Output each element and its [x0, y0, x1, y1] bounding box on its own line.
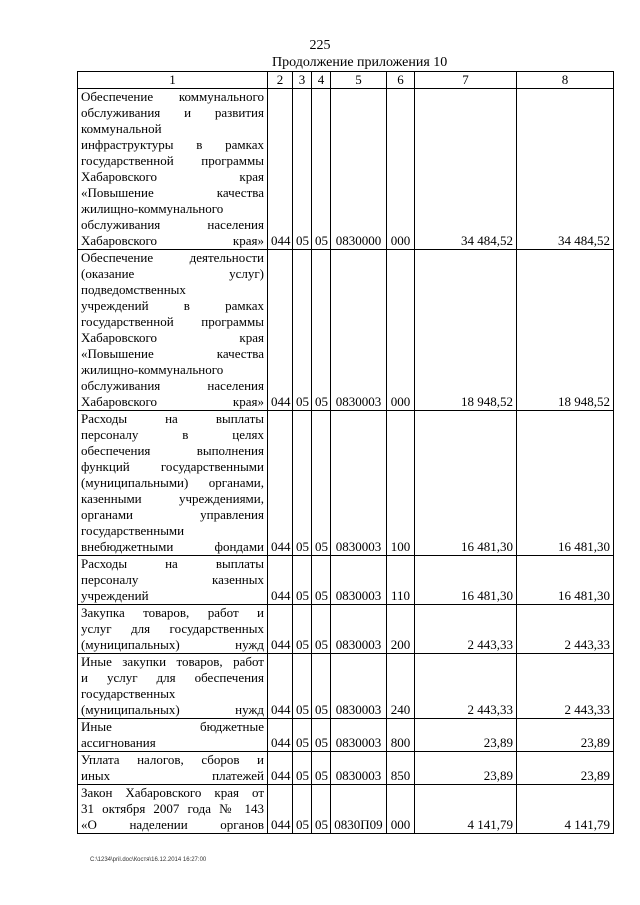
expense-type-cell: 100 [387, 411, 415, 556]
expense-type-cell: 240 [387, 654, 415, 719]
subsection-cell: 05 [312, 411, 331, 556]
subsection-cell: 05 [312, 654, 331, 719]
amount-cell: 23,89 [415, 752, 517, 785]
description-line: жилищно-коммунального [81, 362, 224, 377]
amount-total-cell: 4 141,79 [517, 785, 614, 834]
header-cell-2: 2 [268, 72, 293, 89]
description-line: Расходы на выплаты [81, 411, 264, 426]
subsection-cell: 05 [312, 752, 331, 785]
target-article-cell: 0830003 [331, 250, 387, 411]
section-cell: 05 [293, 411, 312, 556]
table-row [78, 89, 614, 250]
description-cell [78, 719, 268, 752]
section-cell: 05 [293, 250, 312, 411]
footer-path: C:\1234\pril.doc\Костя\16.12.2014 16:27:00 [90, 857, 207, 863]
description-line: органами управления [81, 507, 264, 522]
expense-type-cell: 000 [387, 785, 415, 834]
amount-cell: 4 141,79 [415, 785, 517, 834]
description-line: (муниципальных) нужд [81, 637, 264, 652]
description-line: обслуживания и развития [81, 105, 264, 120]
description-line: «Повышение качества [81, 185, 264, 200]
amount-cell: 34 484,52 [415, 89, 517, 250]
table-row [78, 411, 614, 556]
description-line: функций государственными [81, 459, 264, 474]
description-line: обслуживания населения [81, 217, 264, 232]
description-cell [78, 250, 268, 411]
description-line: Закон Хабаровского края от [81, 785, 264, 800]
amount-total-cell: 23,89 [517, 719, 614, 752]
header-cell-6: 6 [387, 72, 415, 89]
table-row [78, 556, 614, 605]
description-line: государственной программы [81, 153, 264, 168]
description-line: услуг для государственных [81, 621, 264, 636]
table-row [78, 605, 614, 654]
subsection-cell: 05 [312, 556, 331, 605]
section-cell: 05 [293, 785, 312, 834]
description-line: подведомственных [81, 282, 186, 297]
target-article-cell: 0830000 [331, 89, 387, 250]
target-article-cell: 0830003 [331, 411, 387, 556]
amount-cell: 16 481,30 [415, 411, 517, 556]
description-line: инфраструктуры в рамках [81, 137, 264, 152]
description-cell [78, 556, 268, 605]
description-line: внебюджетными фондами [81, 539, 264, 554]
admin-code-cell: 044 [268, 556, 293, 605]
description-line: и услуг для обеспечения [81, 670, 264, 685]
header-cell-8: 8 [517, 72, 614, 89]
description-line: Обеспечение коммунального [81, 89, 264, 104]
description-line: государственными [81, 523, 185, 538]
amount-total-cell: 2 443,33 [517, 654, 614, 719]
amount-total-cell: 16 481,30 [517, 556, 614, 605]
description-line: Хабаровского края» [81, 233, 264, 248]
description-line: Иные бюджетные [81, 719, 264, 734]
table-row [78, 250, 614, 411]
admin-code-cell: 044 [268, 89, 293, 250]
target-article-cell: 0830003 [331, 752, 387, 785]
subsection-cell: 05 [312, 719, 331, 752]
subsection-cell: 05 [312, 250, 331, 411]
amount-cell: 2 443,33 [415, 605, 517, 654]
header-cell-4: 4 [312, 72, 331, 89]
expense-type-cell: 110 [387, 556, 415, 605]
target-article-cell: 0830003 [331, 605, 387, 654]
description-line: обеспечения выполнения [81, 443, 264, 458]
section-cell: 05 [293, 605, 312, 654]
table-row [78, 752, 614, 785]
target-article-cell: 0830003 [331, 719, 387, 752]
table-row [78, 719, 614, 752]
admin-code-cell: 044 [268, 719, 293, 752]
description-line: персоналу казенных [81, 572, 264, 587]
admin-code-cell: 044 [268, 785, 293, 834]
page-number: 225 [309, 38, 331, 53]
amount-cell: 18 948,52 [415, 250, 517, 411]
section-cell: 05 [293, 719, 312, 752]
description-line: государственных [81, 686, 176, 701]
description-line: государственной программы [81, 314, 264, 329]
expense-type-cell: 000 [387, 250, 415, 411]
description-line: Хабаровского края [81, 169, 264, 184]
description-line: Закупка товаров, работ и [81, 605, 264, 620]
description-cell [78, 752, 268, 785]
description-line: «Повышение качества [81, 346, 264, 361]
amount-cell: 23,89 [415, 719, 517, 752]
table-row [78, 654, 614, 719]
expense-type-cell: 850 [387, 752, 415, 785]
admin-code-cell: 044 [268, 752, 293, 785]
section-cell: 05 [293, 654, 312, 719]
description-line: казенными учреждениями, [81, 491, 264, 506]
description-line: (муниципальных) нужд [81, 702, 264, 717]
description-cell [78, 411, 268, 556]
admin-code-cell: 044 [268, 605, 293, 654]
amount-total-cell: 34 484,52 [517, 89, 614, 250]
table-row [78, 785, 614, 834]
subsection-cell: 05 [312, 605, 331, 654]
description-cell [78, 89, 268, 250]
description-line: (муниципальными) органами, [81, 475, 264, 490]
section-cell: 05 [293, 752, 312, 785]
admin-code-cell: 044 [268, 411, 293, 556]
expense-type-cell: 200 [387, 605, 415, 654]
amount-total-cell: 16 481,30 [517, 411, 614, 556]
amount-total-cell: 2 443,33 [517, 605, 614, 654]
budget-table [77, 71, 614, 834]
header-cell-5: 5 [331, 72, 387, 89]
description-line: (оказание услуг) [81, 266, 264, 281]
description-cell [78, 785, 268, 834]
description-line: «О наделении органов [81, 817, 264, 832]
subsection-cell: 05 [312, 89, 331, 250]
description-line: ассигнования [81, 735, 156, 750]
description-line: Иные закупки товаров, работ [81, 654, 264, 669]
description-line: обслуживания населения [81, 378, 264, 393]
description-line: жилищно-коммунального [81, 201, 224, 216]
description-line: учреждений в рамках [81, 298, 264, 313]
description-line: коммунальной [81, 121, 162, 136]
subsection-cell: 05 [312, 785, 331, 834]
section-cell: 05 [293, 556, 312, 605]
admin-code-cell: 044 [268, 250, 293, 411]
description-line: учреждений [81, 588, 149, 603]
header-cell-1: 1 [78, 72, 268, 89]
description-cell [78, 654, 268, 719]
expense-type-cell: 000 [387, 89, 415, 250]
amount-cell: 16 481,30 [415, 556, 517, 605]
target-article-cell: 0830П09 [331, 785, 387, 834]
table-body [78, 72, 614, 834]
header-cell-3: 3 [293, 72, 312, 89]
header-cell-7: 7 [415, 72, 517, 89]
description-line: иных платежей [81, 768, 264, 783]
expense-type-cell: 800 [387, 719, 415, 752]
amount-total-cell: 18 948,52 [517, 250, 614, 411]
amount-cell: 2 443,33 [415, 654, 517, 719]
section-cell: 05 [293, 89, 312, 250]
description-line: 31 октября 2007 года № 143 [81, 801, 264, 816]
target-article-cell: 0830003 [331, 556, 387, 605]
description-line: Хабаровского края [81, 330, 264, 345]
header-row [78, 72, 614, 89]
description-line: Уплата налогов, сборов и [81, 752, 264, 767]
description-line: Расходы на выплаты [81, 556, 264, 571]
target-article-cell: 0830003 [331, 654, 387, 719]
amount-total-cell: 23,89 [517, 752, 614, 785]
description-line: персоналу в целях [81, 427, 264, 442]
continuation-caption: Продолжение приложения 10 [272, 55, 448, 70]
description-cell [78, 605, 268, 654]
admin-code-cell: 044 [268, 654, 293, 719]
description-line: Обеспечение деятельности [81, 250, 264, 265]
description-line: Хабаровского края» [81, 394, 264, 409]
